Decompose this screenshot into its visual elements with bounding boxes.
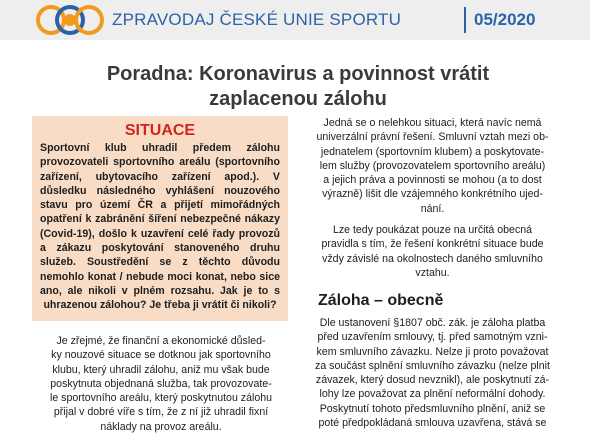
article-title-line: Poradna: Koronavirus a povinnost vrátit — [106, 63, 490, 85]
right-paragraph-2 — [305, 223, 560, 280]
situation-box — [32, 116, 288, 321]
text-line: kem smluvního závazku. Nelze ji proto považovat — [316, 345, 549, 358]
text-line: Lze tedy poukázat pouze na určitá obecná — [332, 224, 533, 236]
text-line: výrazně) lišit dle vzájemného konkrétního ujed- — [322, 188, 543, 201]
text-line: závazek, který dosud nevznikl), ale poskytnutí zá- — [315, 374, 550, 387]
text-line: nání. — [420, 202, 445, 215]
situation-heading: SITUACE — [124, 122, 196, 139]
text-line: poté předpokládaná smlouva uzavřena, stává se — [318, 417, 547, 430]
text-line: ky nouzové situace se dotknou jak sportovního — [51, 349, 271, 362]
text-line: Dle ustanovení §1807 obč. zák. je záloha platba — [319, 317, 546, 329]
text-line: Jedná se o nelehkou situaci, která navíc nemá — [323, 117, 542, 129]
text-line: vždy závislé na okolnostech daného smluvního — [322, 252, 543, 265]
text-line: pravidla s tím, že řešení konkrétní situace bude — [321, 238, 544, 251]
header-divider — [464, 7, 466, 33]
newsletter-title: ZPRAVODAJ ČESKÉ UNIE SPORTU — [112, 10, 402, 29]
text-line: před uzavřením smlouvy, tj. před samotným vzni- — [317, 331, 548, 344]
text-line: univerzální právní řešení. Smluvní vztah mezi ob- — [316, 131, 549, 144]
text-line: lohy lze považovat za plnění neformální dohody. — [319, 388, 546, 401]
text-line: Je zřejmé, že finanční a ekonomické důsled- — [56, 335, 266, 347]
right-paragraph-3 — [305, 316, 560, 430]
situation-text: Sportovní klub uhradil předem zálohu provozovateli sportovního areálu (sportovního zařízení, ubytovacího zařízení apod.). V důsledku následného vyhlášení nouzového stavu pro území ČR a přijetí mimořádných opatření k zabránění šíření nebezpečné nákazy (Covid-19), došlo k uzavření celé řady provozů a zákazu poskytování stanoveného druhu služeb. Soustředění se z těchto důvodu nemohlo konat / nebude moci konat, nebo sice ano, ale nikoli v plném rozsahu. Jak je to s uhrazenou zálohou? Je třeba ji vrátit či nikoli? — [40, 142, 280, 312]
right-paragraph-1 — [305, 116, 560, 216]
cus-logo-icon — [36, 2, 104, 38]
text-line: le sportovního areálu, který poskytnutou zálohu — [49, 392, 272, 405]
text-line: vztahu. — [415, 266, 450, 279]
text-line: a jejich práva a povinnosti se mohou (a to dost — [323, 174, 542, 187]
text-line: poskytnuta objednaná služba, tak provozovate- — [50, 377, 272, 390]
newsletter-header — [0, 0, 590, 40]
text-line: lem služby (provozovatelem sportovního areálu) — [319, 159, 546, 172]
article-title-line: zaplacenou zálohu — [209, 88, 387, 110]
text-line: Poskytnutí tohoto předsmluvního plnění, aniž se — [319, 402, 546, 415]
text-line: klubu, který uhradil zálohu, aniž mu však bude — [52, 363, 270, 376]
left-body-paragraph — [32, 334, 290, 434]
section-subheading: Záloha – obecně — [318, 292, 444, 309]
issue-number: 05/2020 — [474, 10, 536, 29]
text-line: za součást splnění smluvního závazku (nelze plnit — [315, 359, 550, 372]
article-title — [20, 62, 576, 112]
text-line: náklady na provoz areálu. — [100, 420, 222, 433]
text-line: jednatelem (sportovním klubem) a poskytovate- — [320, 145, 545, 158]
text-line: přijal v dobré víře s tím, že z ní již uhradil fixní — [53, 406, 269, 419]
